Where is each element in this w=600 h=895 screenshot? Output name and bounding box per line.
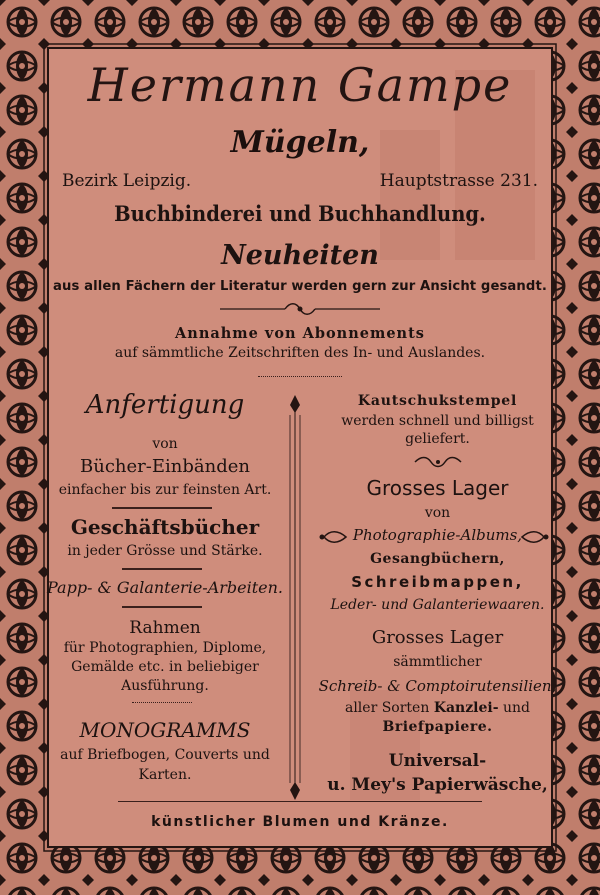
- city-name: Mügeln,: [230, 125, 370, 160]
- photo-albums: Photographie-Albums,: [352, 526, 523, 544]
- paper-work: Papp- & Galanterie-Arbeiten.: [46, 578, 284, 597]
- stamps-line-2: geliefert.: [405, 431, 470, 447]
- stamps-heading: Kautschukstempel: [357, 393, 518, 409]
- papers-bold: Kanzlei-: [433, 700, 499, 716]
- district-label: Bezirk Leipzig.: [62, 171, 192, 191]
- scroll-ornament-icon: [220, 301, 380, 317]
- divider: [122, 606, 202, 609]
- divider: [112, 507, 212, 510]
- news-heading: Neuheiten: [221, 240, 379, 271]
- monograms-line-1: auf Briefbogen, Couverts und: [60, 747, 270, 763]
- subscriptions-text: auf sämmtliche Zeitschriften des In- und Auslandes.: [114, 345, 486, 361]
- monograms-heading: MONOGRAMMS: [79, 718, 251, 742]
- stamps-line-1: werden schnell und billigst: [341, 413, 534, 429]
- office-supplies: Schreib- & Comptoirutensilien,: [318, 677, 557, 695]
- small-flourish-icon: [413, 456, 463, 468]
- monograms-line-2: Karten.: [138, 767, 192, 783]
- street-address: Hauptstrasse 231.: [379, 171, 538, 191]
- divider: [118, 801, 482, 803]
- folders: Schreibmappen,: [351, 573, 524, 591]
- frames-heading: Rahmen: [129, 618, 201, 638]
- all-label: sämmtlicher: [393, 654, 482, 670]
- stock-heading-2: Grosses Lager: [371, 627, 504, 648]
- papers-post: und: [503, 700, 530, 716]
- papers-line-2: Briefpapiere.: [382, 719, 493, 735]
- book-bindings-sub: einfacher bis zur feinsten Art.: [58, 482, 272, 498]
- papers-line-1: [305, 700, 570, 716]
- ledgers-sub: in jeder Grösse und Stärke.: [67, 543, 263, 559]
- meys-laundry: u. Mey's Papierwäsche,: [327, 775, 548, 795]
- divider: [122, 568, 202, 571]
- book-bindings: Bücher-Einbänden: [80, 456, 250, 477]
- universal: Universal-: [388, 751, 487, 771]
- leather-goods: Leder- und Galanteriewaaren.: [330, 597, 545, 613]
- trade-description: Buchbinderei und Buchhandlung.: [114, 201, 486, 226]
- business-name: Hermann Gampe: [87, 58, 513, 112]
- frames-line-2: Gemälde etc. in beliebiger: [71, 659, 259, 675]
- divider: [132, 702, 192, 703]
- papers-pre: aller Sorten: [344, 700, 430, 716]
- footer-text: künstlicher Blumen und Kränze.: [151, 814, 449, 830]
- frames-line-3: Ausführung.: [121, 678, 209, 694]
- ledgers: Geschäftsbücher: [70, 515, 260, 539]
- left-von: von: [152, 436, 178, 452]
- left-heading: Anfertigung: [85, 390, 245, 420]
- divider: [258, 376, 342, 377]
- right-von: von: [424, 505, 451, 521]
- hymnals: Gesangbüchern,: [370, 551, 505, 567]
- stock-heading: Grosses Lager: [366, 476, 509, 500]
- news-text: aus allen Fächern der Literatur werden gern zur Ansicht gesandt.: [53, 279, 547, 294]
- subscriptions-heading: Annahme von Abonnements: [175, 325, 425, 342]
- frames-line-1: für Photographien, Diplome,: [63, 640, 267, 656]
